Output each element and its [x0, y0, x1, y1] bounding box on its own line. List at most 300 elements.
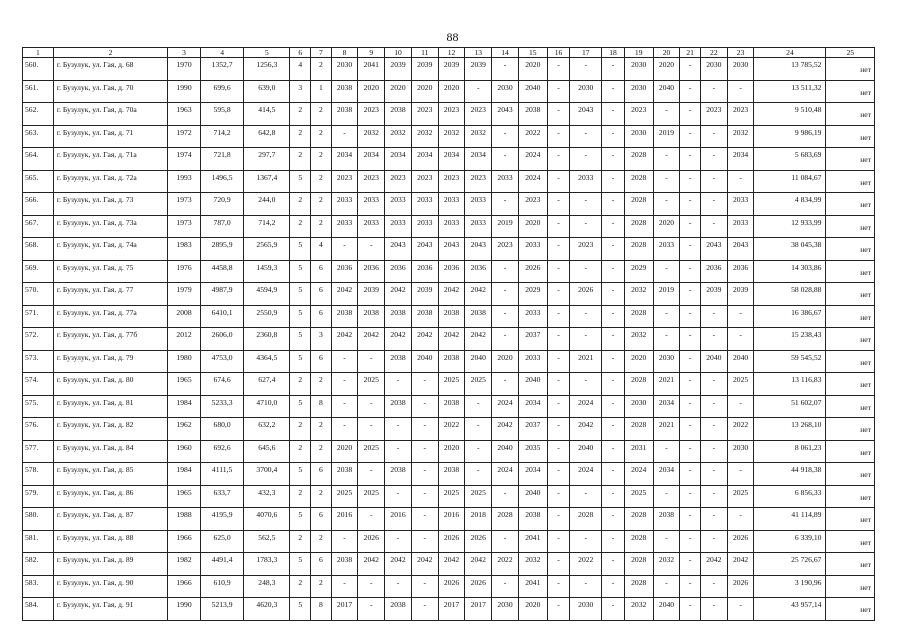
row-number-cell: 565.	[23, 170, 54, 193]
table-cell: 1960	[168, 440, 201, 463]
table-cell: 2	[290, 373, 311, 396]
table-cell: 2032	[438, 125, 465, 148]
column-header: 4	[200, 48, 243, 58]
table-cell: 2042	[331, 283, 358, 306]
table-cell: 2021	[570, 350, 602, 373]
table-cell: 2	[311, 440, 332, 463]
column-header: 9	[358, 48, 385, 58]
table-row	[23, 260, 875, 283]
table-cell: 2038	[385, 463, 412, 486]
table-cell: 2019	[653, 125, 680, 148]
table-cell: -	[727, 80, 754, 103]
table-cell: 2042	[570, 418, 602, 441]
page-number: 88	[446, 30, 459, 44]
table-cell: 5	[290, 305, 311, 328]
table-cell: 2028	[624, 148, 653, 171]
row-number-cell: 569.	[23, 260, 54, 283]
table-cell: 2	[311, 148, 332, 171]
table-cell: 2023	[518, 193, 547, 216]
table-cell: 13 785,52	[754, 58, 826, 81]
table-cell: 2039	[465, 58, 492, 81]
table-cell: 2036	[727, 260, 754, 283]
table-cell: 2606,0	[200, 328, 243, 351]
table-cell: -	[602, 215, 625, 238]
table-cell: 2023	[438, 170, 465, 193]
table-cell: 13 116,83	[754, 373, 826, 396]
table-cell: 2032	[411, 125, 438, 148]
table-cell: 2034	[518, 463, 547, 486]
table-cell: 714,2	[200, 125, 243, 148]
table-cell: -	[547, 58, 570, 81]
table-cell: 1352,7	[200, 58, 243, 81]
table-cell: 2020	[518, 215, 547, 238]
column-header: 15	[518, 48, 547, 58]
table-cell: 2024	[518, 170, 547, 193]
table-cell: -	[331, 125, 358, 148]
table-cell: 2034	[358, 148, 385, 171]
table-cell: -	[680, 418, 701, 441]
table-cell: -	[358, 508, 385, 531]
table-cell: 2033	[727, 215, 754, 238]
column-header: 10	[385, 48, 412, 58]
table-cell: 2038	[385, 103, 412, 126]
address-cell: г. Бузулук, ул. Гая, д. 82	[53, 418, 167, 441]
table-cell: 2025	[358, 485, 385, 508]
table-cell: 1973	[168, 193, 201, 216]
table-cell: 6 856,33	[754, 485, 826, 508]
address-cell: г. Бузулук, ул. Гая, д. 70а	[53, 103, 167, 126]
table-cell: -	[465, 418, 492, 441]
address-cell: г. Бузулук, ул. Гая, д. 91	[53, 598, 167, 621]
table-cell: 2033	[518, 305, 547, 328]
table-cell: 3	[311, 328, 332, 351]
table-cell: 14 303,86	[754, 260, 826, 283]
table-cell: 2036	[438, 260, 465, 283]
table-row	[23, 553, 875, 576]
table-cell: -	[570, 485, 602, 508]
table-cell: -	[700, 598, 727, 621]
table-cell: 4987,9	[200, 283, 243, 306]
table-cell: 2033	[358, 193, 385, 216]
table-cell: 41 114,89	[754, 508, 826, 531]
table-cell: 2042	[492, 418, 519, 441]
table-cell: -	[700, 193, 727, 216]
table-cell: -	[653, 170, 680, 193]
table-cell: 2033	[411, 215, 438, 238]
status-value: нет	[860, 65, 871, 74]
table-cell: -	[680, 215, 701, 238]
table-cell: -	[602, 373, 625, 396]
table-cell: 5	[290, 170, 311, 193]
table-cell: 5	[290, 598, 311, 621]
table-cell: -	[680, 598, 701, 621]
table-cell: -	[602, 170, 625, 193]
table-cell: 2030	[492, 80, 519, 103]
table-cell: 2034	[438, 148, 465, 171]
table-cell: 2034	[465, 148, 492, 171]
table-cell	[826, 260, 875, 283]
table-cell: -	[465, 463, 492, 486]
address-cell: г. Бузулук, ул. Гая, д. 73а	[53, 215, 167, 238]
table-cell: 2021	[653, 418, 680, 441]
table-row	[23, 373, 875, 396]
table-cell: 2042	[438, 328, 465, 351]
table-cell: 59 545,52	[754, 350, 826, 373]
table-cell: 2026	[465, 575, 492, 598]
table-cell: 2042	[700, 553, 727, 576]
table-cell: 6 339,10	[754, 530, 826, 553]
row-number-cell: 570.	[23, 283, 54, 306]
table-cell: 6410,1	[200, 305, 243, 328]
table-cell: 16 386,67	[754, 305, 826, 328]
table-cell: -	[680, 575, 701, 598]
table-cell: -	[492, 58, 519, 81]
table-cell: -	[411, 485, 438, 508]
table-cell	[826, 485, 875, 508]
table-cell: -	[331, 418, 358, 441]
table-cell: -	[547, 418, 570, 441]
table-cell: 1974	[168, 148, 201, 171]
table-cell: -	[680, 103, 701, 126]
table-cell: 2038	[465, 305, 492, 328]
table-cell: 2025	[727, 485, 754, 508]
table-cell: -	[680, 193, 701, 216]
table-cell: -	[727, 305, 754, 328]
table-cell: -	[680, 305, 701, 328]
table-cell: -	[570, 530, 602, 553]
table-cell: 2033	[331, 193, 358, 216]
table-cell: 639,0	[244, 80, 290, 103]
table-cell: -	[570, 373, 602, 396]
row-number-cell: 566.	[23, 193, 54, 216]
table-cell: 2012	[168, 328, 201, 351]
table-cell: 2040	[518, 485, 547, 508]
table-cell: 2020	[358, 80, 385, 103]
table-cell: 2032	[624, 283, 653, 306]
address-cell: г. Бузулук, ул. Гая, д. 74а	[53, 238, 167, 261]
status-value: нет	[860, 312, 871, 322]
table-cell: 2	[290, 440, 311, 463]
table-cell: 2042	[411, 553, 438, 576]
table-cell: 2034	[653, 463, 680, 486]
table-cell: -	[680, 440, 701, 463]
table-cell: 787,0	[200, 215, 243, 238]
table-cell: 2029	[518, 283, 547, 306]
table-row	[23, 80, 875, 103]
table-cell: 2	[311, 575, 332, 598]
table-cell: 645,6	[244, 440, 290, 463]
table-cell: -	[700, 80, 727, 103]
column-header: 8	[331, 48, 358, 58]
table-cell: 2033	[727, 193, 754, 216]
table-cell: -	[547, 148, 570, 171]
table-cell: 2034	[331, 148, 358, 171]
table-cell: 2	[311, 418, 332, 441]
table-cell: 2039	[411, 283, 438, 306]
table-cell: 2033	[518, 238, 547, 261]
table-cell: 2023	[411, 103, 438, 126]
table-cell: -	[547, 553, 570, 576]
table-cell: 714,2	[244, 215, 290, 238]
table-cell: -	[570, 260, 602, 283]
table-cell: 2033	[358, 215, 385, 238]
table-cell: 8 061,23	[754, 440, 826, 463]
table-cell: 1966	[168, 530, 201, 553]
table-cell: 2036	[700, 260, 727, 283]
table-cell: -	[492, 373, 519, 396]
table-cell: -	[700, 215, 727, 238]
table-cell: -	[602, 575, 625, 598]
status-value: нет	[860, 222, 871, 232]
table-cell: 1988	[168, 508, 201, 531]
table-cell	[826, 530, 875, 553]
table-cell: -	[492, 305, 519, 328]
table-cell: -	[492, 328, 519, 351]
table-cell: 2036	[385, 260, 412, 283]
table-cell: -	[492, 283, 519, 306]
table-cell: -	[602, 283, 625, 306]
table-cell: 3700,4	[244, 463, 290, 486]
row-number-cell: 573.	[23, 350, 54, 373]
table-row	[23, 58, 875, 81]
table-cell: -	[358, 238, 385, 261]
table-cell: -	[727, 508, 754, 531]
table-cell: 4 834,99	[754, 193, 826, 216]
table-cell: 2	[311, 530, 332, 553]
address-cell: г. Бузулук, ул. Гая, д. 79	[53, 350, 167, 373]
table-cell: 2042	[411, 328, 438, 351]
table-cell: 2008	[168, 305, 201, 328]
table-cell: 699,6	[200, 80, 243, 103]
table-cell: 2023	[358, 170, 385, 193]
table-cell: -	[358, 350, 385, 373]
table-row	[23, 440, 875, 463]
table-cell: 2028	[624, 508, 653, 531]
table-cell: 2030	[727, 58, 754, 81]
table-cell: -	[680, 508, 701, 531]
address-cell: г. Бузулук, ул. Гая, д. 90	[53, 575, 167, 598]
table-cell: 2028	[624, 238, 653, 261]
table-cell: 2022	[438, 418, 465, 441]
table-cell: 2042	[465, 328, 492, 351]
table-cell	[826, 418, 875, 441]
table-cell: 6	[311, 305, 332, 328]
table-cell: 2	[290, 575, 311, 598]
table-cell	[826, 350, 875, 373]
table-cell: 2022	[727, 418, 754, 441]
column-header: 11	[411, 48, 438, 58]
status-value: нет	[860, 402, 871, 412]
table-cell: 2023	[385, 170, 412, 193]
row-number-cell: 581.	[23, 530, 54, 553]
table-cell: -	[547, 305, 570, 328]
table-cell: 2	[311, 485, 332, 508]
table-cell: -	[602, 530, 625, 553]
table-cell: 2040	[518, 80, 547, 103]
column-header: 14	[492, 48, 519, 58]
table-cell: 12 933,99	[754, 215, 826, 238]
table-cell: 2033	[385, 215, 412, 238]
table-cell: -	[700, 328, 727, 351]
table-cell: 2021	[653, 373, 680, 396]
table-row	[23, 215, 875, 238]
column-header: 25	[826, 48, 875, 58]
table-cell: -	[492, 530, 519, 553]
table-cell: 2042	[385, 328, 412, 351]
table-cell: -	[653, 530, 680, 553]
table-cell: 2023	[492, 238, 519, 261]
table-cell: 2041	[358, 58, 385, 81]
table-cell: 2016	[331, 508, 358, 531]
table-cell: 2032	[358, 125, 385, 148]
table-cell: 2019	[492, 215, 519, 238]
address-cell: г. Бузулук, ул. Гая, д. 80	[53, 373, 167, 396]
table-cell: 5	[290, 553, 311, 576]
column-number-row	[23, 48, 875, 58]
table-cell: 2023	[331, 170, 358, 193]
table-cell: -	[602, 238, 625, 261]
row-number-cell: 584.	[23, 598, 54, 621]
row-number-cell: 560.	[23, 58, 54, 81]
register-table	[22, 47, 875, 621]
table-cell: 2550,9	[244, 305, 290, 328]
table-cell: 2030	[624, 80, 653, 103]
table-cell: 2032	[727, 125, 754, 148]
status-value: нет	[860, 560, 871, 569]
address-cell: г. Бузулук, ул. Гая, д. 77а	[53, 305, 167, 328]
table-cell: 2030	[624, 58, 653, 81]
table-cell: -	[492, 193, 519, 216]
table-cell: -	[547, 395, 570, 418]
table-cell: -	[547, 170, 570, 193]
address-cell: г. Бузулук, ул. Гая, д. 86	[53, 485, 167, 508]
table-cell: -	[547, 440, 570, 463]
table-cell: 2039	[438, 58, 465, 81]
table-cell: 44 918,38	[754, 463, 826, 486]
table-cell: -	[602, 440, 625, 463]
row-number-cell: 563.	[23, 125, 54, 148]
table-cell: 2033	[331, 215, 358, 238]
table-cell: 2033	[385, 193, 412, 216]
table-cell: 2	[290, 418, 311, 441]
row-number-cell: 561.	[23, 80, 54, 103]
table-cell: 2034	[385, 148, 412, 171]
column-header: 19	[624, 48, 653, 58]
table-cell: 2020	[653, 215, 680, 238]
table-cell: -	[547, 463, 570, 486]
table-cell: 2038	[518, 508, 547, 531]
row-number-cell: 583.	[23, 575, 54, 598]
table-cell	[826, 598, 875, 621]
table-cell: 2023	[624, 103, 653, 126]
column-header: 21	[680, 48, 701, 58]
table-cell: -	[411, 508, 438, 531]
table-cell: -	[358, 575, 385, 598]
table-cell: 5	[290, 395, 311, 418]
table-cell: 2038	[438, 463, 465, 486]
table-cell: 2040	[700, 350, 727, 373]
table-cell	[826, 238, 875, 261]
table-row	[23, 485, 875, 508]
table-cell: 1459,3	[244, 260, 290, 283]
table-cell: 2034	[411, 148, 438, 171]
table-cell: 8	[311, 395, 332, 418]
table-cell: 2043	[385, 238, 412, 261]
table-row	[23, 328, 875, 351]
table-row	[23, 395, 875, 418]
table-cell: -	[602, 598, 625, 621]
table-cell: 414,5	[244, 103, 290, 126]
table-cell: -	[547, 283, 570, 306]
table-cell: -	[700, 530, 727, 553]
table-cell: -	[331, 238, 358, 261]
table-cell: 2020	[385, 80, 412, 103]
table-cell: -	[602, 125, 625, 148]
table-cell: -	[602, 260, 625, 283]
status-value: нет	[860, 87, 871, 97]
table-cell: 2030	[492, 598, 519, 621]
table-cell: 1980	[168, 350, 201, 373]
table-cell: 5	[290, 238, 311, 261]
table-cell: -	[547, 193, 570, 216]
table-row	[23, 418, 875, 441]
table-cell: 1970	[168, 58, 201, 81]
table-cell: 2043	[411, 238, 438, 261]
table-cell: -	[653, 575, 680, 598]
table-cell: 2020	[624, 350, 653, 373]
table-cell: -	[680, 553, 701, 576]
table-cell: 2038	[385, 305, 412, 328]
table-cell: 8	[311, 598, 332, 621]
table-cell: -	[465, 80, 492, 103]
address-cell: г. Бузулук, ул. Гая, д. 75	[53, 260, 167, 283]
table-cell: -	[570, 125, 602, 148]
table-cell: 5	[290, 283, 311, 306]
table-cell: 4	[311, 238, 332, 261]
table-cell: 2031	[624, 440, 653, 463]
table-cell: 2032	[518, 553, 547, 576]
table-cell: -	[653, 305, 680, 328]
table-cell: -	[492, 575, 519, 598]
table-cell	[826, 508, 875, 531]
table-cell: -	[680, 485, 701, 508]
table-cell: -	[358, 418, 385, 441]
table-cell: 5	[290, 508, 311, 531]
table-cell: 2039	[358, 283, 385, 306]
table-cell	[826, 80, 875, 103]
table-cell: 1965	[168, 373, 201, 396]
column-header: 20	[653, 48, 680, 58]
table-cell: -	[547, 373, 570, 396]
table-cell: 4070,6	[244, 508, 290, 531]
table-cell: 11 084,67	[754, 170, 826, 193]
table-cell: 627,4	[244, 373, 290, 396]
table-cell: 674,6	[200, 373, 243, 396]
table-cell: 2033	[570, 170, 602, 193]
table-cell: 2024	[570, 395, 602, 418]
table-cell: -	[465, 395, 492, 418]
table-cell: 1256,3	[244, 58, 290, 81]
table-cell: -	[492, 125, 519, 148]
status-value: нет	[860, 447, 871, 457]
table-cell: 721,8	[200, 148, 243, 171]
column-header: 12	[438, 48, 465, 58]
status-value: нет	[860, 200, 871, 209]
table-cell: -	[331, 530, 358, 553]
status-value: нет	[860, 155, 871, 164]
table-cell	[826, 373, 875, 396]
table-row	[23, 170, 875, 193]
